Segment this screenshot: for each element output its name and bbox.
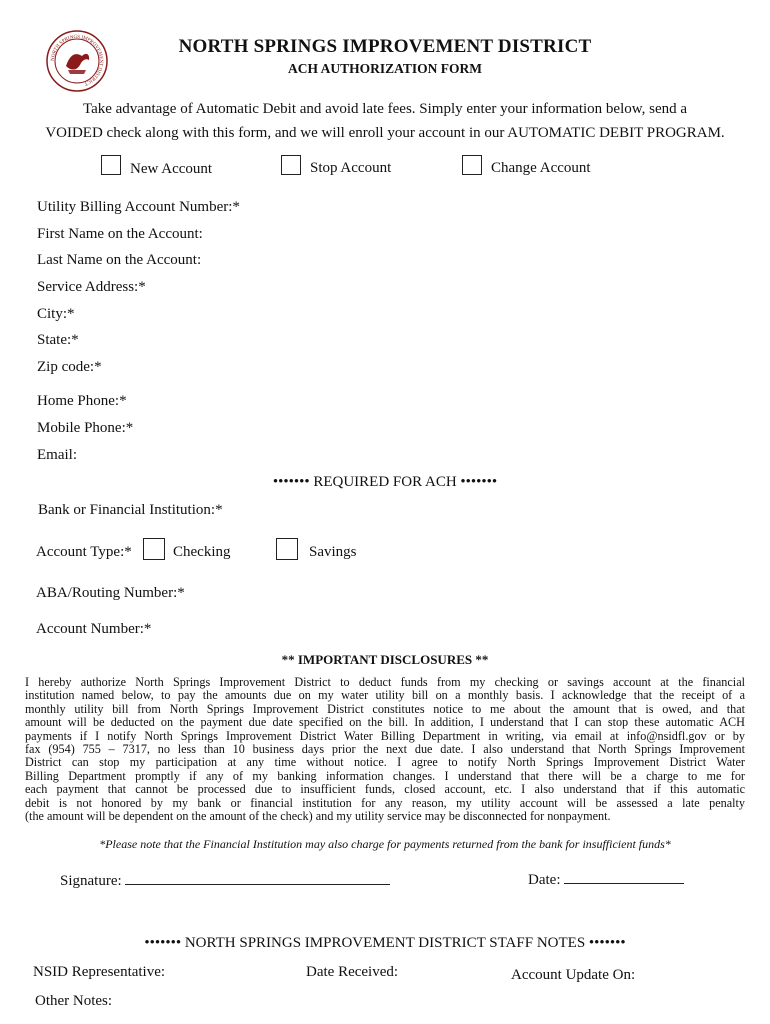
disclosure-line: debit is not honored by my bank or financial institution for any reason, my utility account will be assessed a late penalty <box>25 796 745 810</box>
disclosure-line: (the amount will be dependent on the amount of the check) and my utility service may be disconnected for nonpayment. <box>25 809 611 823</box>
change-account-label: Change Account <box>491 160 591 176</box>
zip-code-field[interactable]: Zip code:* <box>37 359 102 375</box>
date-received-field[interactable]: Date Received: <box>306 964 399 980</box>
disclosures-title: ** IMPORTANT DISCLOSURES ** <box>281 652 489 667</box>
checking-label: Checking <box>173 544 231 560</box>
date-label: Date: <box>528 872 561 888</box>
signature-row <box>60 870 390 890</box>
disclosure-line: amount will be deducted on the payment due date specified on the bill. In addition, I understand that I can stop these automatic ACH <box>25 716 745 730</box>
checking-checkbox[interactable] <box>143 538 165 560</box>
disclosure-line: District can stop my participation at any time without notice. I agree to notify North Springs Improvement District Water <box>25 756 745 770</box>
utility-account-number-field[interactable]: Utility Billing Account Number:* <box>37 199 240 215</box>
savings-checkbox[interactable] <box>276 538 298 560</box>
insufficient-funds-note: *Please note that the Financial Institution may also charge for payments returned from the bank for insufficient funds* <box>99 837 671 851</box>
seal-ring-text: NORTH SPRINGS IMPROVEMENT DISTRICT <box>50 34 104 86</box>
intro-line-1: Take advantage of Automatic Debit and avoid late fees. Simply enter your information below, send a <box>82 101 688 117</box>
disclosure-line: Billing Department promptly if any of my banking information changes. I understand that there will be a charge to me for <box>25 769 745 783</box>
account-number-field[interactable]: Account Number:* <box>36 621 152 637</box>
account-type-label: Account Type:* <box>36 544 132 560</box>
ach-section-heading: ••••••• REQUIRED FOR ACH ••••••• <box>272 474 498 490</box>
new-account-label: New Account <box>130 161 213 177</box>
date-line[interactable] <box>564 869 684 884</box>
disclosure-line: each payment that cannot be processed due to insufficient funds, closed account, etc. I also understand that if this automatic <box>25 783 745 797</box>
last-name-field[interactable]: Last Name on the Account: <box>37 252 202 268</box>
signature-label: Signature: <box>60 873 122 889</box>
disclosures-body <box>25 676 745 823</box>
stop-account-label: Stop Account <box>310 160 392 176</box>
form-subtitle: ACH AUTHORIZATION FORM <box>287 61 482 76</box>
staff-notes-heading: ••••••• NORTH SPRINGS IMPROVEMENT DISTRICT STAFF NOTES ••••••• <box>144 935 626 951</box>
state-field[interactable]: State:* <box>37 332 79 348</box>
nsid-representative-field[interactable]: NSID Representative: <box>33 964 166 980</box>
bank-institution-field[interactable]: Bank or Financial Institution:* <box>38 502 223 518</box>
new-account-checkbox[interactable] <box>101 155 121 175</box>
change-account-checkbox[interactable] <box>462 155 482 175</box>
disclosure-line: payments if I notify North Springs Improvement District Water Billing Department in writing, via email at info@nsidfl.gov or by <box>25 729 745 743</box>
disclosure-line: monthly utility bill from North Springs Improvement District constitutes notice to me about the amount that is owed, and that <box>25 702 745 716</box>
routing-number-field[interactable]: ABA/Routing Number:* <box>36 585 185 601</box>
stop-account-checkbox[interactable] <box>281 155 301 175</box>
form-title: NORTH SPRINGS IMPROVEMENT DISTRICT <box>178 36 592 57</box>
savings-label: Savings <box>309 544 357 560</box>
city-field[interactable]: City:* <box>37 306 75 322</box>
first-name-field[interactable]: First Name on the Account: <box>37 226 203 242</box>
service-address-field[interactable]: Service Address:* <box>37 279 146 295</box>
other-notes-field[interactable]: Other Notes: <box>35 993 113 1009</box>
disclosure-line: fax (954) 755 – 7317, no less than 10 business days prior the next due date. I also understand that North Springs Improvement <box>25 742 745 756</box>
mobile-phone-field[interactable]: Mobile Phone:* <box>37 420 134 436</box>
intro-paragraph <box>30 97 740 145</box>
disclosure-line: institution named below, to pay the amounts due on my water utility bill on a monthly basis. I acknowledge that the receipt of a <box>25 689 745 703</box>
disclosure-line: I hereby authorize North Springs Improvement District to deduct funds from my checking or savings account at the financial <box>25 676 745 689</box>
intro-line-2: VOIDED check along with this form, and we will enroll your account in our AUTOMATIC DEBIT PROGRAM. <box>45 125 725 141</box>
signature-line[interactable] <box>125 870 390 885</box>
account-update-field[interactable]: Account Update On: <box>511 967 636 983</box>
email-field[interactable]: Email: <box>37 447 77 463</box>
home-phone-field[interactable]: Home Phone:* <box>37 393 127 409</box>
date-row <box>528 869 684 889</box>
